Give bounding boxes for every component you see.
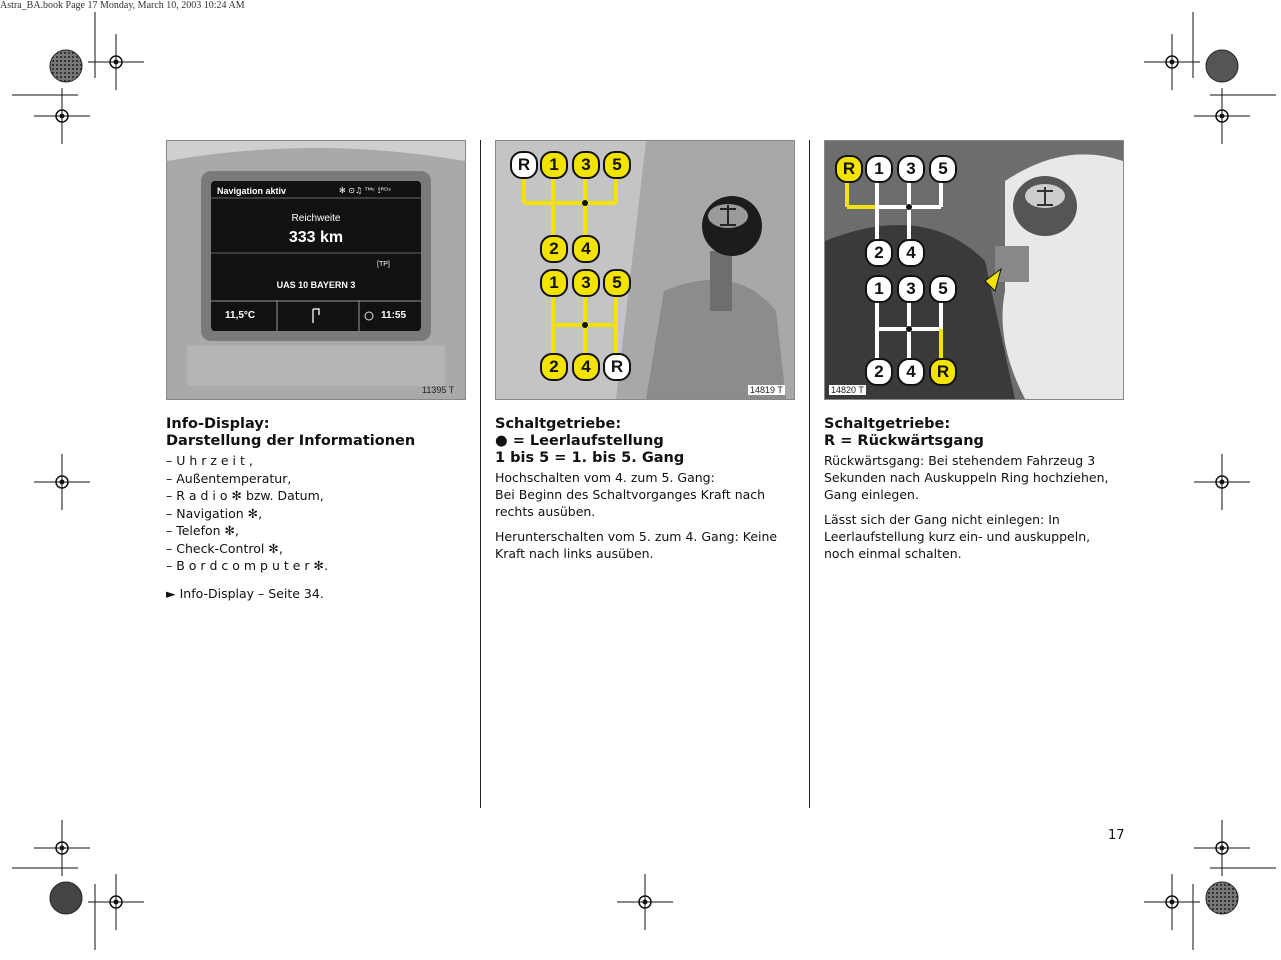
display-nav-status: Navigation aktiv	[217, 186, 287, 196]
dashboard-illustration	[167, 141, 465, 399]
figure-code: 14819 T	[750, 385, 783, 395]
section-subheading: R = Rückwärtsgang	[824, 433, 984, 449]
gear-label-1: 1	[865, 275, 893, 303]
figure-gear-reverse	[824, 140, 1124, 400]
paragraph: Herunterschalten vom 5. zum 4. Gang: Keine Kraft nach links ausüben.	[495, 529, 778, 561]
paragraph: Bei Beginn des Schaltvorganges Kraft nach rechts ausüben.	[495, 487, 766, 519]
gear-label-2: 2	[540, 235, 568, 263]
gear-label-r: R	[835, 155, 863, 183]
column-middle	[495, 416, 795, 570]
section-subheading: Darstellung der Informationen	[166, 433, 416, 449]
gear-label-3: 3	[897, 155, 925, 183]
list-item: – U h r z e i t ,	[166, 453, 253, 468]
section-subheading: 1 bis 5 = 1. bis 5. Gang	[495, 450, 685, 466]
gear-label-5: 5	[603, 151, 631, 179]
gear-label-1: 1	[865, 155, 893, 183]
gear-label-r: R	[929, 358, 957, 386]
paragraph: Hochschalten vom 4. zum 5. Gang:	[495, 470, 715, 485]
figure-info-display	[166, 140, 466, 400]
column-left	[166, 416, 466, 610]
gear-label-2: 2	[865, 358, 893, 386]
list-item: – Telefon ✻,	[166, 523, 239, 538]
display-status-icons: ✻ ⊙♫ ᵀᴹᶜ ⟟ᴿᴰˢ	[339, 186, 391, 195]
info-list	[166, 452, 466, 575]
gear-label-r: R	[510, 151, 538, 179]
paragraph: Lässt sich der Gang nicht einlegen: In Leerlaufstellung kurz ein- und auskuppeln, noch einmal schalten.	[824, 512, 1091, 561]
display-range-value: 333 km	[288, 229, 344, 246]
figure-code: 11395 T	[422, 385, 455, 395]
list-item: – B o r d c o m p u t e r ✻.	[166, 558, 328, 573]
print-header: Astra_BA.book Page 17 Monday, March 10, 2003 10:24 AM	[0, 0, 245, 11]
display-tp-badge: [TP]	[377, 261, 390, 268]
figure-code: 14820 T	[831, 385, 864, 395]
gear-label-3: 3	[572, 151, 600, 179]
column-divider-1	[480, 140, 481, 808]
gear-label-4: 4	[897, 358, 925, 386]
gear-label-1: 1	[540, 151, 568, 179]
gear-label-r: R	[603, 353, 631, 381]
column-right	[824, 416, 1120, 570]
gear-label-5: 5	[929, 275, 957, 303]
gear-label-4: 4	[572, 353, 600, 381]
column-divider-2	[809, 140, 810, 808]
display-time: 11:55	[381, 310, 407, 321]
list-item: – Navigation ✻,	[166, 505, 263, 521]
gear-label-3: 3	[572, 269, 600, 297]
list-item: – Check-Control ✻,	[166, 540, 283, 556]
gear-label-2: 2	[865, 239, 893, 267]
list-item: – Außentemperatur,	[166, 470, 292, 486]
cross-reference: ► Info-Display – Seite 34.	[166, 585, 324, 601]
gear-label-4: 4	[897, 239, 925, 267]
gear-label-5: 5	[929, 155, 957, 183]
gear-label-3: 3	[897, 275, 925, 303]
gear-label-2: 2	[540, 353, 568, 381]
section-heading: Schaltgetriebe:	[824, 416, 951, 432]
figure-gear-neutral	[495, 140, 795, 400]
section-heading: Info-Display:	[166, 416, 270, 432]
list-item: – R a d i o ✻ bzw. Datum,	[166, 488, 324, 503]
paragraph: Rückwärtsgang: Bei stehendem Fahrzeug 3 Sekunden nach Auskuppeln Ring hochziehen, Gang einlegen.	[824, 453, 1109, 502]
display-temperature: 11,5°C	[225, 310, 256, 321]
display-range-label: Reichweite	[291, 213, 341, 224]
gear-label-5: 5	[603, 269, 631, 297]
gear-label-4: 4	[572, 235, 600, 263]
gear-label-1: 1	[540, 269, 568, 297]
section-heading: Schaltgetriebe:	[495, 416, 622, 432]
section-subheading: ● = Leerlaufstellung	[495, 433, 664, 449]
display-station: UAS 10 BAYERN 3	[276, 280, 356, 290]
page-number: 17	[1108, 828, 1125, 843]
